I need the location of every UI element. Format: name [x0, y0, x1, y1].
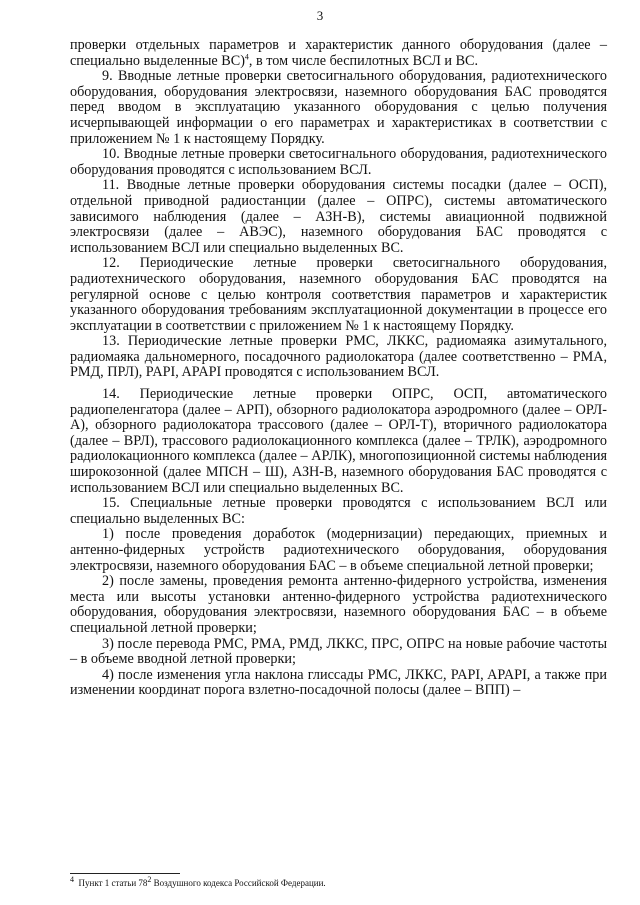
paragraph-intro	[70, 38, 607, 69]
footnote-text: Пункт 1 статьи 78	[78, 878, 148, 888]
footnote-4	[70, 875, 607, 889]
paragraph-15-item-4: 4) после изменения угла наклона глиссады РМС, ЛККС, PAPI, APAPI, а также при изменении координат порога взлетно-посадочной полосы (далее – ВПП) –	[70, 666, 607, 699]
document-body	[70, 38, 607, 699]
paragraph-12: 12. Периодические летные проверки светосигнального оборудования, радиотехнического оборудования, наземного оборудования БАС проводятся на регулярной основе с целью контроля соответствия параметров и характеристик указанного оборудования требованиям эксплуатационной документации в процессе его эксплуатации в соответствии с приложением № 1 к настоящему Порядку.	[70, 255, 607, 334]
paragraph-11: 11. Вводные летные проверки оборудования системы посадки (далее – ОСП), отдельной приводной радиостанции (далее – ОПРС), системы автоматического зависимого наблюдения (далее – АЗН-В), системы авиационной подвижной электросвязи (далее – АВЭС), наземного оборудования БАС проводятся с использованием ВСЛ или специально выделенных ВС.	[70, 177, 607, 256]
paragraph-15-item-2: 2) после замены, проведения ремонта антенно-фидерного устройства, изменения места или высоты установки антенно-фидерного устройства радиотехнического оборудования, оборудования электросвязи, наземного оборудования БАС – в объеме специальной летной проверки;	[70, 573, 607, 636]
footnote-article-sup: 2	[147, 875, 152, 884]
page-number: 3	[316, 8, 324, 23]
paragraph-14: 14. Периодические летные проверки ОПРС, ОСП, автоматического радиопеленгатора (далее – АРП), обзорного радиолокатора аэродромного (далее – ОРЛ-А), обзорного радиолокатора трассового (далее – ОРЛ-Т), вторичного радиолокатора (далее – ВРЛ), трассового радиолокационного комплекса (далее – ТРЛК), аэродромного радиолокационного комплекса (далее – АРЛК), многопозиционной системы наблюдения широкозонной (далее МПСН – Ш), АЗН-В, наземного оборудования БАС проводятся с использованием ВСЛ или специально выделенных ВС.	[70, 386, 607, 496]
paragraph-15-item-3: 3) после перевода РМС, РМА, РМД, ЛККС, ПРС, ОПРС на новые рабочие частоты – в объеме вводной летной проверки;	[70, 635, 607, 668]
paragraph-15: 15. Специальные летные проверки проводятся с использованием ВСЛ или специально выделенных ВС:	[70, 495, 607, 527]
footnote-text-tail: Воздушного кодекса Российской Федерации.	[151, 878, 326, 888]
paragraph-10: 10. Вводные летные проверки светосигнального оборудования, радиотехнического оборудования проводятся с использованием ВСЛ.	[70, 146, 607, 178]
paragraph-13: 13. Периодические летные проверки РМС, ЛККС, радиомаяка азимутального, радиомаяка дальномерного, посадочного радиолокатора (далее соответственно – РМА, РМД, ПРЛ), PAPI, APAPI проводятся с использованием ВСЛ.	[70, 333, 607, 381]
paragraph-15-item-1: 1) после проведения доработок (модернизации) передающих, приемных и антенно-фидерных устройств радиотехнического оборудования, оборудования электросвязи, наземного оборудования БАС – в объеме специальной летной проверки;	[70, 526, 607, 574]
footnote-mark: 4	[70, 875, 74, 884]
paragraph-9: 9. Вводные летные проверки светосигнального оборудования, радиотехнического оборудования, оборудования электросвязи, наземного оборудования БАС проводятся перед вводом в эксплуатацию указанного оборудования с целью получения исчерпывающей информации о его параметрах и характеристиках в соответствии с приложением № 1 к настоящему Порядку.	[70, 68, 607, 147]
footnote-ref-4: 4	[244, 51, 249, 61]
intro-text: проверки отдельных параметров и характеристик данного оборудования (далее – специально выделенные ВС)	[70, 37, 607, 69]
intro-tail: , в том числе беспилотных ВСЛ и ВС.	[248, 52, 479, 69]
footnote-divider	[70, 873, 180, 874]
